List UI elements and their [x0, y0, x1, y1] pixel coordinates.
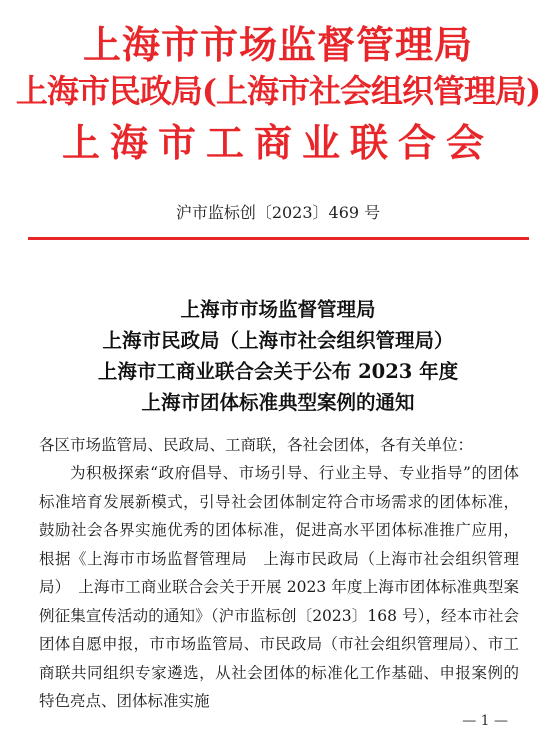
body-paragraph: 为积极探索“政府倡导、市场引导、行业主导、专业指导”的团体标准培育发展新模式，引导社会团体制定符合市场需求的团体标准，鼓励社会各界实施优秀的团体标准，促进高水平团体标准推广应用，根据《上海市市场监督管理局 上海市民政局（上海市社会组织管理局） 上海市工商业联合会关于开展 2023 年度上海市团体标准典型案例征集宣传活动的通知》（沪市监标创〔2023〕168 号），经本市社会团体自愿申报，市市场监管局、市民政局（市社会组织管理局）、市工商联共同组织专家遴选，从社会团体的标准化工作基础、申报案例的特色亮点、团体标准实施: [39, 464, 519, 710]
salutation: 各区市场监管局、民政局、工商联，各社会团体，各有关单位：: [39, 436, 474, 454]
issuer-line-3: 上海市工商业联合会: [61, 120, 494, 165]
title-line-3: 上海市工商业联合会关于公布 2023 年度: [97, 360, 459, 383]
red-separator-line: [28, 237, 529, 240]
title-line-2: 上海市民政局（上海市社会组织管理局）: [102, 329, 454, 352]
page-number: — 1 —: [462, 713, 508, 729]
title-line-4: 上海市团体标准典型案例的通知: [141, 391, 415, 414]
issuer-line-2: 上海市民政局(上海市社会组织管理局): [15, 72, 541, 110]
title-line-1: 上海市市场监督管理局: [180, 298, 376, 321]
issuer-line-1: 上海市市场监督管理局: [82, 22, 473, 67]
document-number: 沪市监标创〔2023〕469 号: [175, 203, 381, 222]
